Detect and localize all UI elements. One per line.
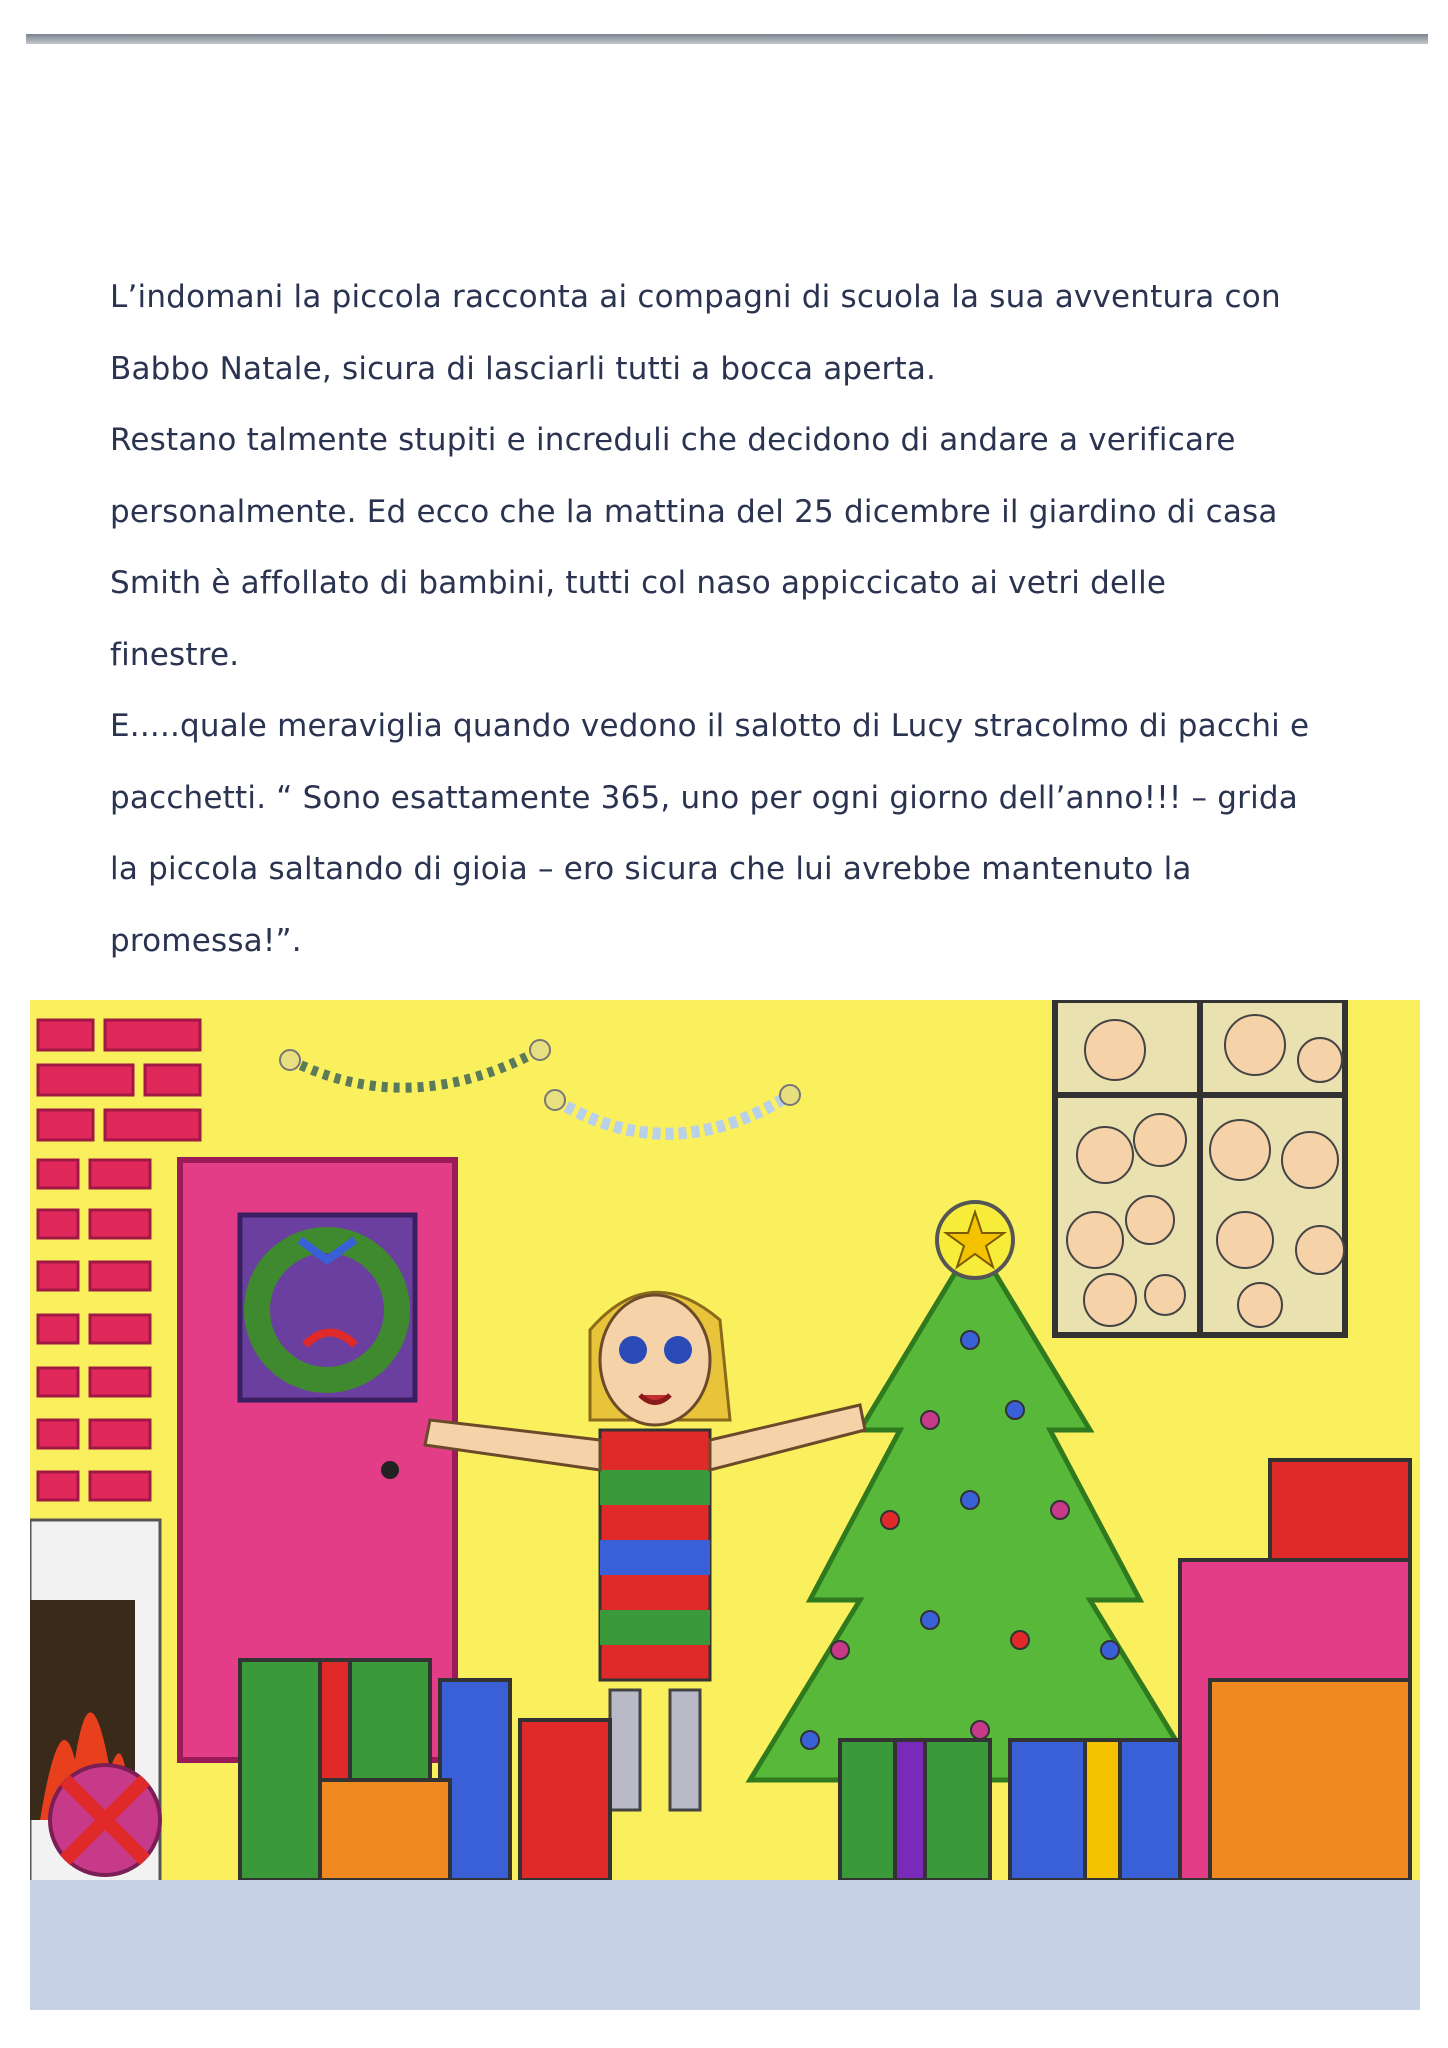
story-line: pacchetti. “ Sono esattamente 365, uno per ogni giorno dell’anno!!! – grida (110, 779, 1298, 816)
story-line: Smith è affollato di bambini, tutti col naso appiccicato ai vetri delle (110, 565, 1167, 601)
christmas-illustration (30, 1000, 1420, 2010)
story-line: Babbo Natale, sicura di lasciarli tutti a bocca aperta. (110, 350, 937, 387)
story-line: personalmente. Ed ecco che la mattina del 25 dicembre il giardino di casa (110, 493, 1278, 530)
story-line: la piccola saltando di gioia – ero sicura che lui avrebbe mantenuto la (110, 851, 1192, 887)
story-line: promessa!”. (110, 922, 302, 959)
story-line: L’indomani la piccola racconta ai compagni di scuola la sua avventura con (110, 279, 1281, 315)
story-line: finestre. (110, 636, 240, 673)
story-line: E.....quale meraviglia quando vedono il salotto di Lucy stracolmo di pacchi e (110, 708, 1310, 744)
story-text (110, 262, 1360, 977)
story-line: Restano talmente stupiti e increduli che decidono di andare a verificare (110, 422, 1236, 458)
scan-edge-bar (26, 34, 1428, 44)
